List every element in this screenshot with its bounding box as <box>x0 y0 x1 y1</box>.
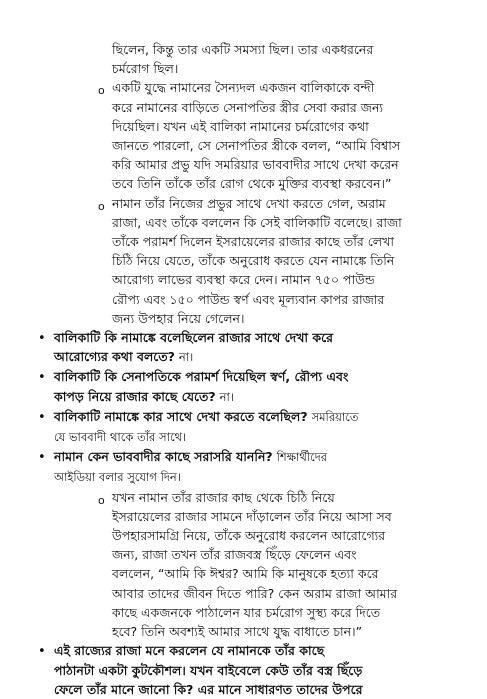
filled-bullet-icon: • <box>38 370 46 386</box>
question-text: বালিকাটি নামাঙ্কে কার সাথে দেখা করতে বলেছিল? <box>54 408 308 424</box>
question-list-item <box>40 447 447 487</box>
text-line: একটি যুদ্ধে নামানের সৈন্যদল একজন বালিকাকে বন্দী <box>112 80 375 96</box>
text-line: করি আমার প্রভু যদি সমরিয়ার ভাববাদীর সাথে দেখা করেন <box>112 157 399 173</box>
sub-list-item <box>70 78 447 193</box>
text-line: চিঠি নিয়ে যেতে, তাঁকে অনুরোধ করতে যেন নামাঙ্কে তিনি <box>112 253 395 269</box>
list-item-continuation <box>70 40 447 78</box>
text-line: নামান তাঁর নিজের প্রভুর সাথে দেখা করতে গেল, অরাম <box>112 195 386 211</box>
text-line: চর্মরোগ ছিল। <box>112 61 179 77</box>
filled-bullet-icon: • <box>38 644 46 660</box>
question-line <box>54 407 447 427</box>
answer-line <box>54 467 447 487</box>
filled-bullet-icon: • <box>38 409 46 425</box>
question-text: আরোগ্যের কথা বলতে? <box>54 349 175 365</box>
text-line: আবার তাদের জীবন দিতে পারি? কেন অরাম রাজা আমার <box>112 585 398 601</box>
question-list-item <box>40 328 447 367</box>
text-line: জানতে পারলো, সে সেনাপতির স্ত্রীকে বলল, “আমি বিশ্বাস <box>112 138 401 154</box>
text-line: ইসরায়েলের রাজার সামনে দাঁড়ালেন তাঁর নিয়ে আসা সব <box>112 508 392 524</box>
question-line <box>54 347 447 367</box>
text-line: রাজা, এবং তাঁকে বললেন কি সেই বালিকাটি বলেছে। রাজা <box>112 214 402 230</box>
question-text: বালিকাটি কি নামাঙ্কে বলেছিলেন রাজার সাথে দেখা করে <box>54 330 334 346</box>
question-text: বালিকাটি কি সেনাপতিকে পরামর্শ দিয়েছিল স্বর্ণ, রৌপ্য এবং <box>54 369 349 385</box>
answer-text: না। <box>219 389 234 404</box>
text-line: হবে? তিনি অবশ্যই আমার সাথে যুদ্ধ বাধাতে চান।” <box>112 624 363 640</box>
filled-bullet-icon: • <box>38 331 46 347</box>
filled-bullet-icon: • <box>38 450 46 466</box>
text-line: কাছে একজনকে পাঠালেন যার চর্মরোগ সুস্থ্য করে দিতে <box>112 604 381 620</box>
text-line: ছিলেন, কিন্তু তার একটি সমস্যা ছিল। তার একধরনের <box>112 42 374 57</box>
sub-list-item <box>70 194 447 328</box>
text-line: ফেলে তাঁর মানে জানো কি? এর মানে সাধারণত তাদের উপরে <box>54 681 363 697</box>
question-text: নামান কেন ভাববাদীর কাছে সরাসরি যাননি? <box>54 449 273 465</box>
hollow-bullet-icon: o <box>98 84 105 98</box>
hollow-bullet-icon: o <box>98 199 105 213</box>
answer-text: যে ভাববাদী থাকে তাঁর সাথে। <box>54 430 187 445</box>
answer-text: শিক্ষার্থীদের <box>276 450 328 465</box>
text-line: বললেন, “আমি কি ঈশ্বর? আমি কি মানুষকে হত্যা করে <box>112 566 379 582</box>
bold-list-item <box>40 641 447 699</box>
text-line: যখন নামান তাঁর রাজার কাছ থেকে চিঠি নিয়ে <box>112 489 335 505</box>
document-body <box>38 40 447 699</box>
text-line: এই রাজ্যের রাজা মনে করলেন যে নামানকে তাঁর কাছে <box>54 643 325 659</box>
answer-text: আইডিয়া বলার সুযোগ দিন। <box>54 470 181 485</box>
text-line: রৌপ্য এবং ১৫০ পাউন্ড স্বর্ণ এবং মূল্যবান কাপর রাজার <box>112 291 385 307</box>
question-line <box>54 367 447 386</box>
text-line: তবে তিনি তাঁকে তাঁর রোগ থেকে মুক্তির ব্যবস্থা করবেন।” <box>112 176 392 192</box>
text-line: আরোগ্য লাভের ব্যবস্থা করে দেন। নামান ৭৫০ পাউন্ড <box>112 272 375 288</box>
hollow-bullet-icon: o <box>98 493 105 507</box>
text-line: করে নামানের বাড়িতে সেনাপতির স্ত্রীর সেবা করার জন্য <box>112 99 384 115</box>
question-list-item <box>40 407 447 447</box>
text-line: পাঠানটা একটা কুটকৌশল। যখন বাইবেলে কেউ তাঁর বস্ত্র ছিঁড়ে <box>54 662 363 678</box>
text-line: উপহারসামগ্রি নিয়ে, তাঁকে অনুরোধ করলেন আরোগ্যের <box>112 528 386 544</box>
text-line: জন্য উপহার নিয়ে গেলেন। <box>112 310 245 326</box>
nested-list-item <box>70 488 447 642</box>
question-line <box>54 387 447 407</box>
text-line: দিয়েছিল। যখন এই বালিকা নামানের চর্মরোগের কথা <box>112 118 369 134</box>
text-line: তাঁকে পরামর্শ দিলেন ইসরায়েলের রাজার কাছে তাঁর লেখা <box>112 234 394 250</box>
question-line <box>54 328 447 347</box>
question-list-item <box>40 367 447 406</box>
question-text: কাপড় নিয়ে রাজার কাছে যেতে? <box>54 388 216 404</box>
question-line <box>54 447 447 467</box>
answer-text: সমরিয়াতে <box>311 409 359 424</box>
text-line: জন্য, রাজা তখন তাঁর রাজবস্ত্র ছিঁড়ে ফেলেন এবং <box>112 547 357 563</box>
answer-line <box>54 427 447 447</box>
answer-text: না। <box>178 350 194 365</box>
